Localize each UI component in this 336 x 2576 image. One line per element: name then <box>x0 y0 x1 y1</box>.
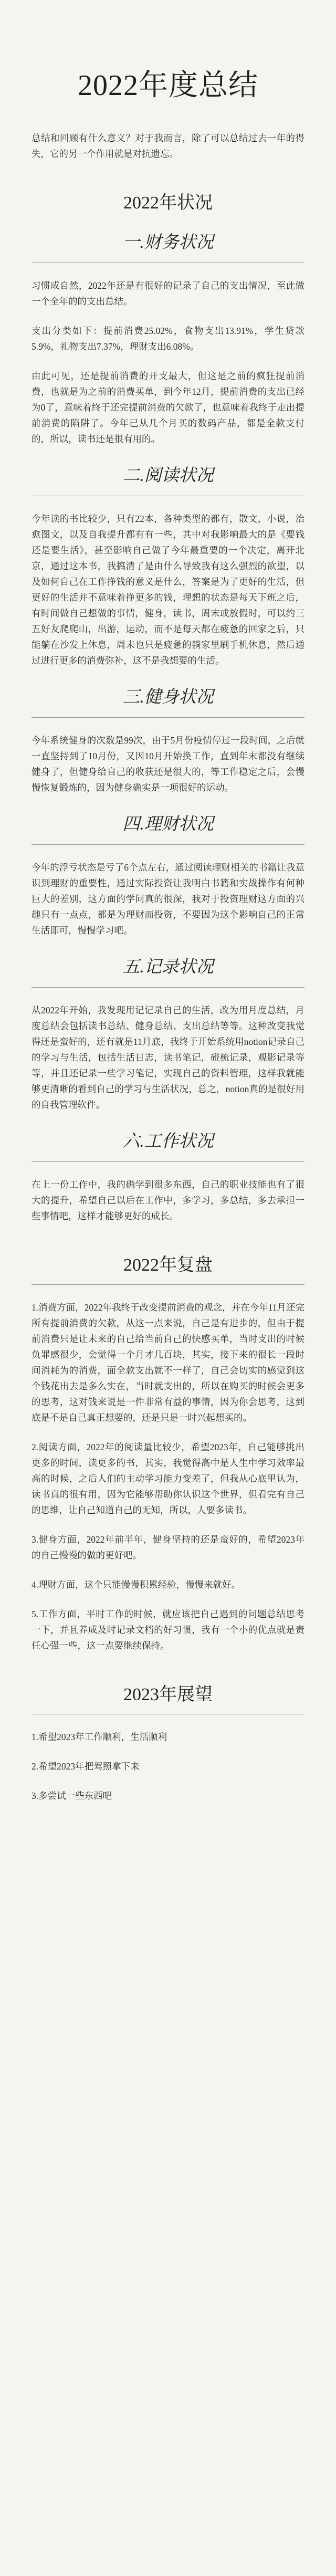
divider <box>32 844 304 845</box>
outlook-item: 2.希望2023年把驾照拿下来 <box>32 1761 140 1772</box>
review-paragraph-1: 1.消费方面，2022年我终于改变提前消费的观念，并在今年11月还完所有提前消费的欠款，从这一点来说，自己是有进步的，但由于提前消费只是让未来的自己给当前自己的快感买单，当时支出的时候负罪感很少，会觉得一个月才几百块，其实，接下来的很长一段时间消耗为的消费，面全款支出就不一样了，自己会切实的感觉到这个钱花出去是多么实在，当时就支出的，所以在购买的时候会更多的思考，这对钱来说是一件非常有益的事情，因为你会思考，这到底是不是自己真正想要的，还是只是一时兴起想买的。 <box>32 1302 304 1423</box>
recording-paragraph-1: 从2022年开始，我发现用记记录自己的生活，改为用月度总结，月度总结会包括读书总结、健身总结、支出总结等等。这种改变我觉得还是蛮好的，还有就是11月底，我终于开始系统用notion记录自己的学习与生活，包括生活日志，读书笔记，碰梳记录，观影记录等等，并且还记录一些学习笔记，实现自己的资料管理，这样我就能够更清晰的看到自己的学习与生活状况，总之，notion真的是很好用的自我管理软件。 <box>32 1005 304 1110</box>
reading-heading: 二.阅读状况 <box>122 466 214 485</box>
review-paragraph-5: 5.工作方面，平时工作的时候，就应该把自己遇到的问题总结思考一下，并且养成及时记录文档的好习惯，我有一个小的优点就是责任心强一些，这一点要继续保持。 <box>32 1609 304 1651</box>
finance-paragraph-3: 由此可见，还是提前消费的开支最大，但这是之前的疯狂提前消费，也就是为之前的消费买单，到今年12月，提前消费的支出已经为0了，意味着终于还完提前消费的欠款了，也意味着我终于走出提前消费的陷阱了。今年已从几个月买的数码产品，都是全款支付的，所以，读书还是很有用的。 <box>32 371 304 444</box>
divider <box>32 1161 304 1162</box>
finance-paragraph-2: 支出分类如下：提前消费25.02%，食物支出13.91%，学生贷款5.9%，礼物支出7.37%，理财支出6.08%。 <box>32 326 304 352</box>
outlook-heading: 2023年展望 <box>123 1685 213 1704</box>
divider <box>32 987 304 988</box>
work-paragraph-1: 在上一份工作中，我的确学到很多东西，自己的职业技能也有了很大的提升，希望自己以后在工作中，多学习，多总结，多去承担一些事情吧，这样才能够更好的成长。 <box>32 1179 304 1221</box>
outlook-item: 1.希望2023年工作顺利，生活顺利 <box>32 1732 167 1742</box>
status-heading: 2022年状况 <box>123 193 213 213</box>
outlook-item: 3.多尝试一些东西吧 <box>32 1790 112 1801</box>
page-title: 2022年度总结 <box>78 69 258 102</box>
review-paragraph-2: 2.阅读方面，2022年的阅读量比较少，希望2023年，自己能够挑出更多的时间，读更多的书，其实，我觉得高中是人生中学习效率最高的时候，之后人们的主动学习能力变差了，但我从心底里认为，读书真的很有用，因为它能够帮助你认识这个世界，但看完有自己的思维，让自己知道自己的无知，所以，人要多读书。 <box>32 1442 304 1515</box>
review-paragraph-3: 3.健身方面，2022年前半年，健身坚持的还是蛮好的，希望2023年的自己慢慢的做的更好吧。 <box>32 1534 304 1561</box>
fitness-paragraph-1: 今年系统健身的次数是99次，由于5月份疫情停过一段时间，之后就一直坚持到了10月份，又因10月开始换工作，直到年末都没有继续健身了，但健身给自己的收获还是很大的，等工作稳定之后，会慢慢恢复锻炼的，因为健身确实是一项很好的运动。 <box>32 735 304 793</box>
recording-heading: 五.记录状况 <box>122 958 214 977</box>
divider <box>32 1284 304 1285</box>
intro-paragraph: 总结和回顾有什么意义？对于我而言，除了可以总结过去一年的得失，它的另一个作用就是对抗遗忘。 <box>32 133 304 159</box>
work-heading: 六.工作状况 <box>122 1132 214 1151</box>
finance-paragraph-1: 习惯成自然，2022年还是有很好的记录了自己的支出情况，至此做一个全年的的支出总结。 <box>32 280 304 307</box>
divider <box>32 717 304 718</box>
investing-paragraph-1: 今年的浮亏状态是亏了6个点左右，通过阅读理财相关的书籍让我意识到理财的重要性，通过实际投资让我明白书籍和实战操作有何种巨大的差别，这方面的学问真的很深，我对于投资理财这方面的兴趣只有一点点，都是为理财而投资，不要因为这个影响自己的正常生活即可，慢慢学习吧。 <box>32 862 304 936</box>
finance-heading: 一.财务状况 <box>122 233 214 252</box>
fitness-heading: 三.健身状况 <box>122 688 214 707</box>
review-heading: 2022年复盘 <box>123 1255 213 1275</box>
reading-paragraph-1: 今年读的书比较少，只有22本，各种类型的都有，散文，小说，治愈图文，以及自我提升都有有一些，其中对我影响最大的是《要钱还是要生活》，甚至影响自己做了今年最重要的一个决定，离开北京，通过这本书，我搞清了是由什么导致我有这么强烈的欲望，以及如何自己在工作挣钱的意义是什么，答案是为了更好的生活，但更好的生活并不意味着挣更多的钱，理想的状态是每天下班之后，有时间做自己想做的事情，健身，读书，周末或放假时，可以约三五好友爬爬山，出游，运动，而不是每天都在疲惫的回家之后，只能躺在沙发上休息，周末也只是疲惫的躺家里刷手机休息，然后通过进行更多的消费弥补，这不是我想要的生活。 <box>32 514 304 666</box>
investing-heading: 四.理财状况 <box>122 815 214 834</box>
review-paragraph-4: 4.理财方面，这个只能慢慢积累经验，慢慢来就好。 <box>32 1579 241 1590</box>
